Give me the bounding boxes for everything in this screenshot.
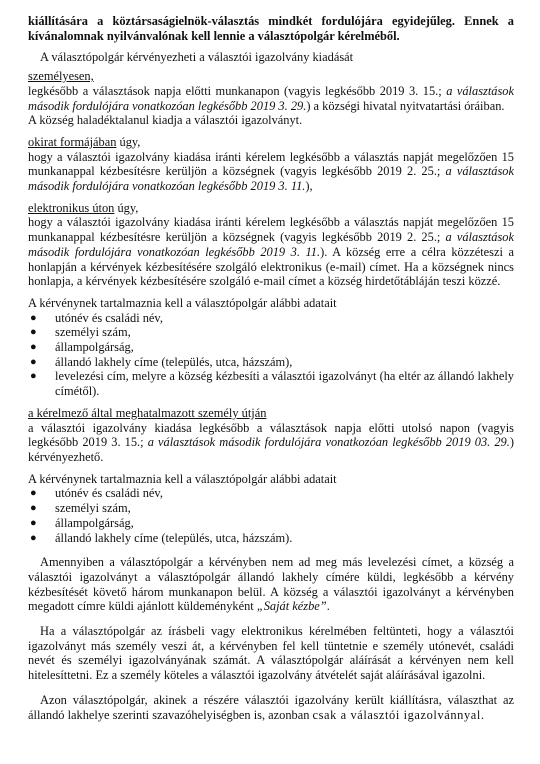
delegate-text xyxy=(28,421,514,465)
delegate-heading-text: a kérelmező által meghatalmazott személy útján xyxy=(28,405,267,420)
bullet-icon: ● xyxy=(30,355,37,368)
list-item-text: állandó lakhely címe (település, utca, házszám). xyxy=(55,530,293,545)
list-item xyxy=(28,369,514,398)
list-item xyxy=(28,501,514,516)
bullet-icon: ● xyxy=(30,370,37,383)
bullet-icon: ● xyxy=(30,487,37,500)
personal-text xyxy=(28,84,514,113)
mailing-italic: „Saját kézbe” xyxy=(256,599,327,614)
voting-paragraph xyxy=(28,693,514,722)
list-item xyxy=(28,516,514,531)
bullet-icon: ● xyxy=(30,326,37,339)
bullet-icon: ● xyxy=(30,502,37,515)
written-heading-text: okirat formájában xyxy=(28,134,117,149)
list-item-text: állandó lakhely címe (település, utca, házszám), xyxy=(55,354,293,369)
list-item-text: személyi szám, xyxy=(55,325,131,340)
voting-text: Azon választópolgár, akinek a részére választói igazolvány került kiállításra, választhat az állandó lakhelye szerinti szavazóhelyiségben is, azonban xyxy=(28,692,514,722)
list-item xyxy=(28,355,514,370)
personal-heading-text: személyesen, xyxy=(28,69,94,84)
list2 xyxy=(28,486,514,545)
electronic-heading xyxy=(28,201,514,216)
list-item xyxy=(28,340,514,355)
electronic-heading-tail: úgy, xyxy=(114,200,139,215)
personal-text-start: legkésőbb a választások napja előtti munkanapon (vagyis legkésőbb 2019 3. 15.; xyxy=(28,83,447,98)
written-heading-tail: úgy, xyxy=(116,134,141,149)
written-text-end: ), xyxy=(305,179,313,194)
list-item-text: személyi szám, xyxy=(55,501,131,516)
electronic-heading-text: elektronikus úton xyxy=(28,200,115,215)
delegate-text-end: ) kérvényezhető. xyxy=(28,435,514,464)
list-item-text: állampolgárság, xyxy=(55,515,134,530)
personal-text-italic: a választások második fordulójára vonatkozóan legkésőbb 2019 3. 29. xyxy=(28,83,514,113)
bullet-icon: ● xyxy=(30,516,37,529)
voting-spaced-text: csak a választói igazolvánnyal. xyxy=(312,707,485,722)
personal-text-end: ) a községi hivatal nyitvatartási óráiban. xyxy=(306,98,505,113)
mailing-text: Amennyiben a választópolgár a kérvényben nem ad meg más levelezési címet, a község a választói igazolványt a választópolgár állandó lakhely címére küldi, legkésőbb a kérvény kézbesítését követő három munkanapon belül. A község a választói igazolványt a kérvényben megadott címre küldi ajánlott küldeményként xyxy=(28,555,514,614)
bullet-icon: ● xyxy=(30,531,37,544)
list-item xyxy=(28,486,514,501)
list1 xyxy=(28,311,514,399)
list1-heading: A kérvénynek tartalmaznia kell a választópolgár alábbi adatait xyxy=(28,295,337,310)
written-text-start: hogy a választói igazolvány kiadása iránti kérelem legkésőbb a választás napját megelőzően 15 munkanappal kézbesítésre kerüljön a községnek (vagyis legkésőbb 2019 2. 25.; xyxy=(28,149,514,179)
electronic-text-start: hogy a választói igazolvány kiadása iránti kérelem legkésőbb a választás napját megelőzően 15 munkanappal kézbesítésre kerüljön a községnek (vagyis legkésőbb 2019 2. 25.; xyxy=(28,215,514,245)
electronic-text-end: ). A község erre a célra közzéteszi a honlapján a kérvények kézbesítésére szolgáló elektronikus (e-mail) címet. Ha a községnek nincs honlapja, a kérvények kézbesítésére szolgáló e-mail címet a község hirdetőtábláján teszi közzé. xyxy=(28,244,514,289)
written-text-italic: a választások második fordulójára vonatkozóan legkésőbb 2019 3. 11. xyxy=(28,164,514,194)
mailing-end: . xyxy=(326,599,330,614)
proxy-paragraph: Ha a választópolgár az írásbeli vagy elektronikus kérelmében feltünteti, hogy a választói igazolványt más személy veszi át, a kérvényben fel kell tüntetnie e személy utónevét, családi nevét és személyi igazolványának számát. A választópolgár aláírását a kérvényen nem kell hitelesíttetni. Ez a személy köteles a választói igazolvány átvételét saját aláírásával igazolni. xyxy=(28,624,514,683)
intro-paragraph: kiállítására a köztársaságielnök-választás mindkét fordulójára egyidejűleg. Ennek a kívánalomnak nyilvánvalónak kell lennie a választópolgár kérelméből. xyxy=(28,14,514,43)
electronic-text-italic: a választások második fordulójára vonatkozóan legkésőbb 2019 3. 11. xyxy=(28,230,514,259)
electronic-text xyxy=(28,215,514,289)
list-item-text: utónév és családi név, xyxy=(55,310,163,325)
written-heading xyxy=(28,135,514,150)
list-item xyxy=(28,531,514,546)
delegate-heading xyxy=(28,406,514,421)
written-text xyxy=(28,150,514,194)
list-item-text: utónév és családi név, xyxy=(55,486,163,501)
mailing-paragraph xyxy=(28,555,514,614)
list-item xyxy=(28,311,514,326)
list-item-text: állampolgárság, xyxy=(55,340,134,355)
bullet-icon: ● xyxy=(30,341,37,354)
bullet-icon: ● xyxy=(30,311,37,324)
list-item xyxy=(28,325,514,340)
list2-heading: A kérvénynek tartalmaznia kell a választópolgár alábbi adatait xyxy=(28,471,337,486)
personal-heading xyxy=(28,69,514,84)
lead-sentence: A választópolgár kérvényezheti a választói igazolvány kiadását xyxy=(40,50,354,65)
delegate-text-start: a választói igazolvány kiadása legkésőbb a választások napja előtti utolsó napon (vagyis legkésőbb 2019 3. 15.; xyxy=(28,420,514,450)
list-item-text: levelezési cím, melyre a község kézbesíti a választói igazolványt (ha eltér az állandó lakhely címétől). xyxy=(55,369,514,399)
personal-note: A község haladéktalanul kiadja a választói igazolványt. xyxy=(28,113,303,128)
delegate-text-italic: a választások második fordulójára vonatkozóan legkésőbb 2019 03. 29. xyxy=(147,435,510,450)
